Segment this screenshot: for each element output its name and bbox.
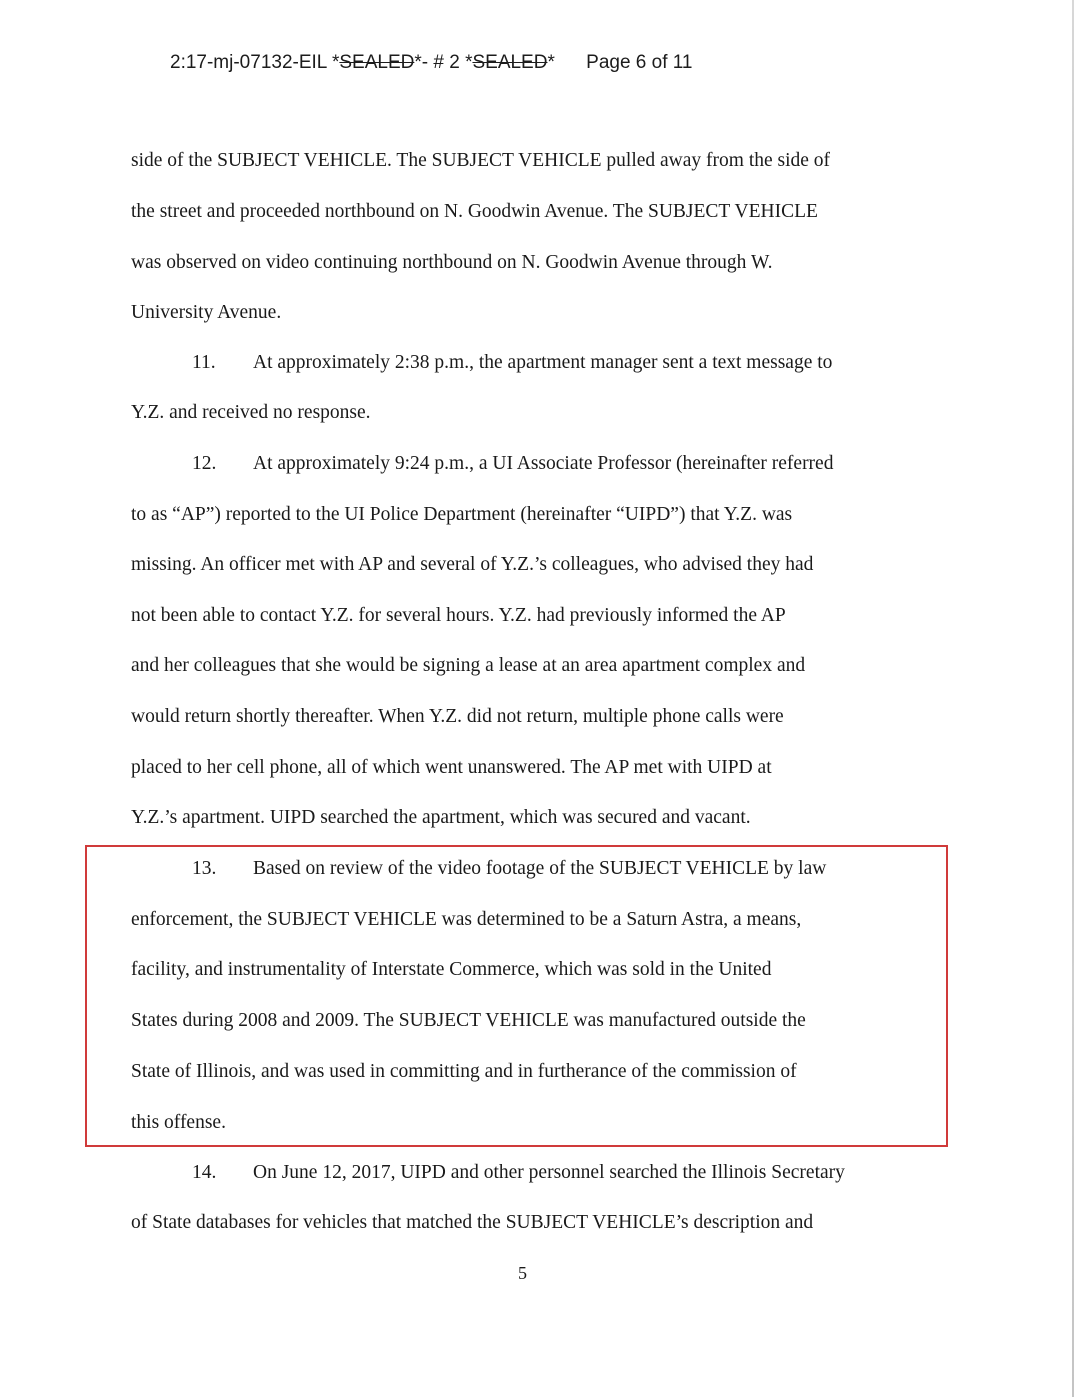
text-line: and her colleagues that she would be signing a lease at an area apartment complex and — [131, 655, 806, 676]
text-line: At approximately 9:24 p.m., a UI Associate Professor (hereinafter referred — [253, 453, 834, 474]
paragraph-number: 13. — [192, 858, 217, 879]
text-line: Y.Z. and received no response. — [131, 402, 371, 423]
page-label: Page 6 of 11 — [586, 52, 693, 73]
text-line: Y.Z.’s apartment. UIPD searched the apartment, which was secured and vacant. — [131, 807, 751, 828]
sealed-star-2: *- — [414, 52, 429, 73]
text-line: side of the SUBJECT VEHICLE. The SUBJECT VEHICLE pulled away from the side of — [131, 150, 831, 171]
text-line: enforcement, the SUBJECT VEHICLE was determined to be a Saturn Astra, a means, — [131, 909, 802, 930]
text-line: this offense. — [131, 1112, 226, 1133]
text-line: facility, and instrumentality of Interstate Commerce, which was sold in the United — [131, 959, 772, 980]
docket-number: # 2 — [433, 52, 460, 73]
text-line: was observed on video continuing northbound on N. Goodwin Avenue through W. — [131, 252, 773, 273]
footer-page-number: 5 — [518, 1263, 527, 1283]
text-line: Based on review of the video footage of the SUBJECT VEHICLE by law — [253, 858, 827, 879]
sealed-mark-2: SEALED — [472, 52, 548, 73]
paragraph-number: 11. — [192, 352, 216, 373]
text-line: University Avenue. — [131, 302, 282, 323]
text-line: to as “AP”) reported to the UI Police Department (hereinafter “UIPD”) that Y.Z. was — [131, 504, 793, 525]
text-line: missing. An officer met with AP and several of Y.Z.’s colleagues, who advised they had — [131, 554, 814, 575]
sealed-star-1: * — [331, 52, 340, 73]
text-line: placed to her cell phone, all of which went unanswered. The AP met with UIPD at — [131, 757, 772, 778]
paragraph-number: 12. — [192, 453, 217, 474]
case-number: 2:17-mj-07132-EIL — [170, 52, 327, 73]
text-line: States during 2008 and 2009. The SUBJECT VEHICLE was manufactured outside the — [131, 1010, 806, 1031]
sealed-mark-1: SEALED — [339, 52, 415, 73]
sealed-star-4: * — [547, 52, 555, 73]
text-line: On June 12, 2017, UIPD and other personnel searched the Illinois Secretary — [253, 1162, 845, 1183]
text-line: State of Illinois, and was used in committing and in furtherance of the commission of — [131, 1061, 797, 1082]
text-line: At approximately 2:38 p.m., the apartment manager sent a text message to — [253, 352, 833, 373]
text-line: the street and proceeded northbound on N. Goodwin Avenue. The SUBJECT VEHICLE — [131, 201, 818, 222]
text-line: not been able to contact Y.Z. for several hours. Y.Z. had previously informed the AP — [131, 605, 786, 626]
highlight-box — [85, 845, 948, 1147]
text-line: would return shortly thereafter. When Y.Z. did not return, multiple phone calls were — [131, 706, 784, 727]
paragraph-number: 14. — [192, 1162, 217, 1183]
text-line: of State databases for vehicles that matched the SUBJECT VEHICLE’s description and — [131, 1212, 814, 1233]
sealed-star-3: * — [465, 52, 473, 73]
page-edge-shadow — [1072, 0, 1074, 1397]
document-header — [170, 52, 693, 74]
